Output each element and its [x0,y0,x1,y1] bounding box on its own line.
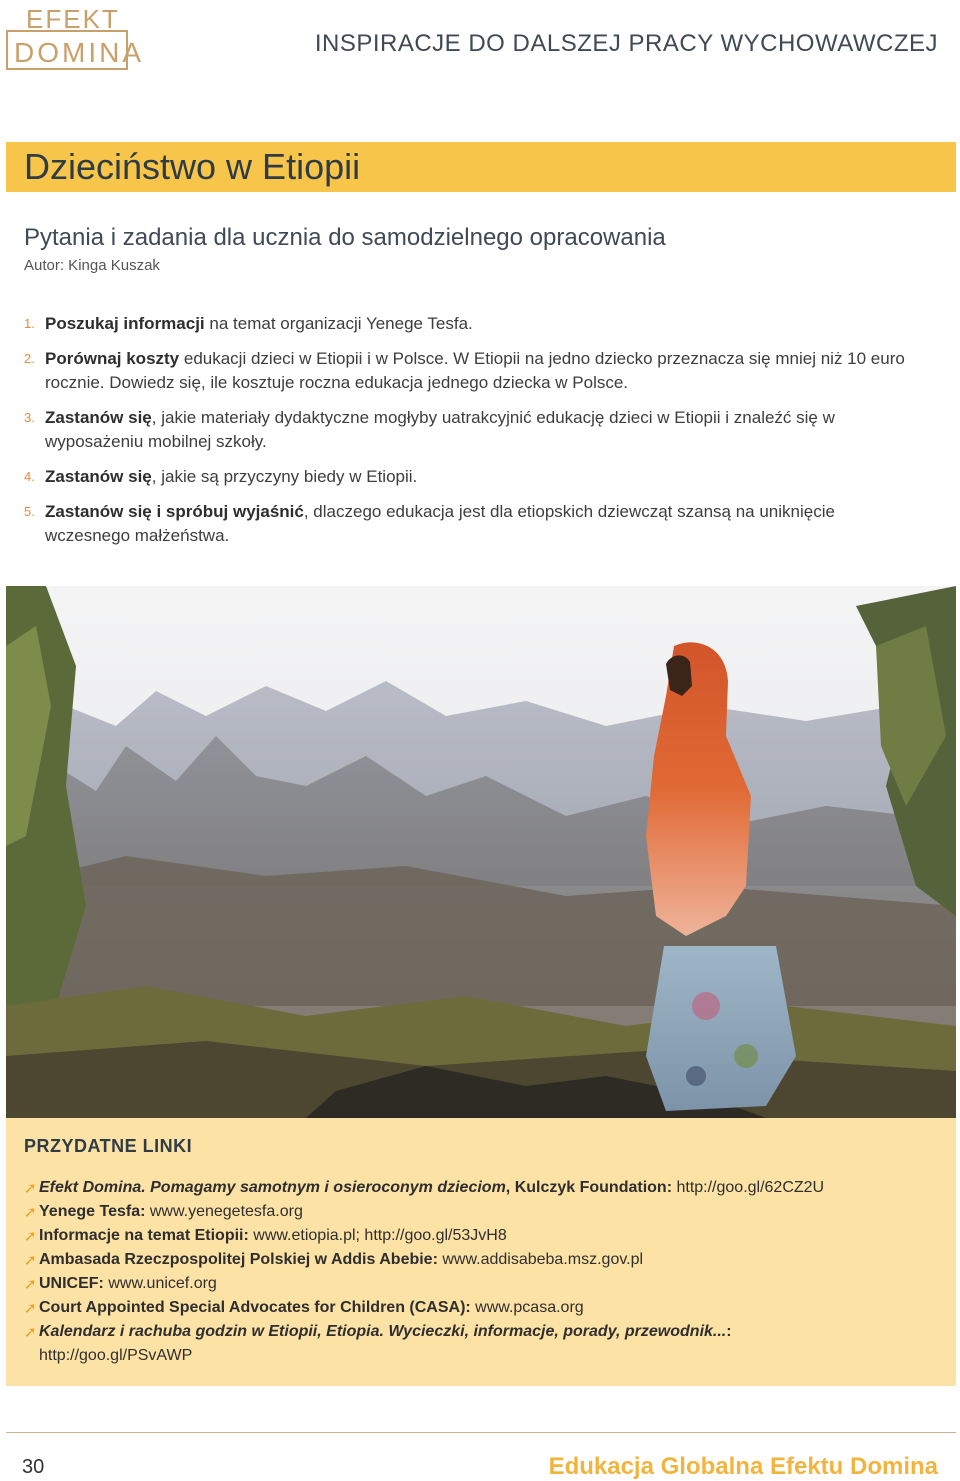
section-header-title: INSPIRACJE DO DALSZEJ PRACY WYCHOWAWCZEJ [314,30,938,57]
link-url[interactable]: http://goo.gl/62CZ2U [676,1179,825,1196]
link-url[interactable]: www.pcasa.org [475,1299,584,1316]
logo-line1: EFEKT [26,4,120,34]
useful-links-box [6,1118,956,1386]
page-title: Dzieciństwo w Etiopii [24,146,361,187]
useful-links-list [24,1176,944,1368]
task-text: , jakie materiały dydaktyczne mogłyby uatrakcyjnić edukację dzieci w Etiopii i znaleźć się w wyposażeniu mobilnej szkoły. [45,408,835,451]
link-title: , Kulczyk Foundation: [505,1179,677,1196]
task-text: edukacji dzieci w Etiopii i w Polsce. W Etiopii na jedno dziecko przeznacza się mniej niż 10 euro rocznie. Dowiedz się, ile kosztuje roczna edukacja jednego dziecka w Polsce. [45,349,905,392]
arrow-up-right-icon: ➚ [24,1228,37,1245]
task-number: 3. [24,410,35,425]
logo-mark [6,4,144,70]
link-item[interactable] [24,1248,944,1272]
useful-links-heading: PRZYDATNE LINKI [24,1136,193,1156]
task-text: na temat organizacji Yenege Tesfa. [204,314,473,333]
link-title: Ambasada Rzeczpospolitej Polskiej w Addis Abebie: [39,1251,443,1268]
link-title: UNICEF: [39,1275,109,1292]
arrow-up-right-icon: ➚ [24,1252,37,1269]
arrow-up-right-icon: ➚ [24,1300,37,1317]
task-item [24,500,924,548]
link-item[interactable] [24,1200,944,1224]
link-title-italic: Kalendarz i rachuba godzin w Etiopii, Etiopia. Wycieczki, informacje, porady, przewodnik... [39,1323,727,1340]
author-line: Autor: Kinga Kuszak [24,257,160,274]
task-item [24,312,924,336]
title-bar [6,142,956,192]
page-number: 30 [22,1456,45,1478]
link-url[interactable]: http://goo.gl/PSvAWP [39,1347,193,1364]
link-url[interactable]: www.etiopia.pl; http://goo.gl/53JvH8 [253,1227,507,1244]
task-text: , jakie są przyczyny biedy w Etiopii. [151,467,418,486]
arrow-up-right-icon: ➚ [24,1180,37,1197]
link-item[interactable] [24,1296,944,1320]
task-bold: Zastanów się i spróbuj wyjaśnić [45,502,304,521]
task-bold: Porównaj koszty [45,349,180,368]
link-item[interactable] [24,1272,944,1296]
task-item [24,406,924,454]
link-title: Court Appointed Special Advocates for Children (CASA): [39,1299,476,1316]
task-number: 1. [24,316,35,331]
link-title: Yenege Tesfa: [39,1203,150,1220]
link-title-italic: Efekt Domina. Pomagamy samotnym i osieroconym dzieciom [39,1179,506,1196]
task-number: 5. [24,504,35,519]
task-number: 4. [24,469,35,484]
link-item[interactable] [24,1320,944,1368]
task-item [24,465,924,489]
page-subtitle: Pytania i zadania dla ucznia do samodzielnego opracowania [24,224,666,251]
task-bold: Poszukaj informacji [45,314,205,333]
task-list [24,312,924,559]
efekt-domina-logo [6,4,144,70]
link-item[interactable] [24,1224,944,1248]
footer-title: Edukacja Globalna Efektu Domina [548,1453,938,1480]
link-item[interactable] [24,1176,944,1200]
task-item [24,347,924,395]
task-bold: Zastanów się [45,408,152,427]
arrow-up-right-icon: ➚ [24,1324,37,1341]
task-bold: Zastanów się [45,467,152,486]
link-title: Informacje na temat Etiopii: [39,1227,254,1244]
link-title: : [726,1323,732,1340]
task-number: 2. [24,351,35,366]
photo-illustration [6,586,956,1118]
link-url[interactable]: www.unicef.org [108,1275,217,1292]
arrow-up-right-icon: ➚ [24,1204,37,1221]
task-text: , dlaczego edukacja jest dla etiopskich dziewcząt szansą na uniknięcie wczesnego małżeństwa. [45,502,835,545]
link-url[interactable]: www.yenegetesfa.org [149,1203,303,1220]
link-url[interactable]: www.addisabeba.msz.gov.pl [442,1251,644,1268]
arrow-up-right-icon: ➚ [24,1276,37,1293]
logo-line2: DOMINA [14,37,144,68]
footer-divider [6,1432,956,1433]
landscape-photo [6,586,956,1118]
